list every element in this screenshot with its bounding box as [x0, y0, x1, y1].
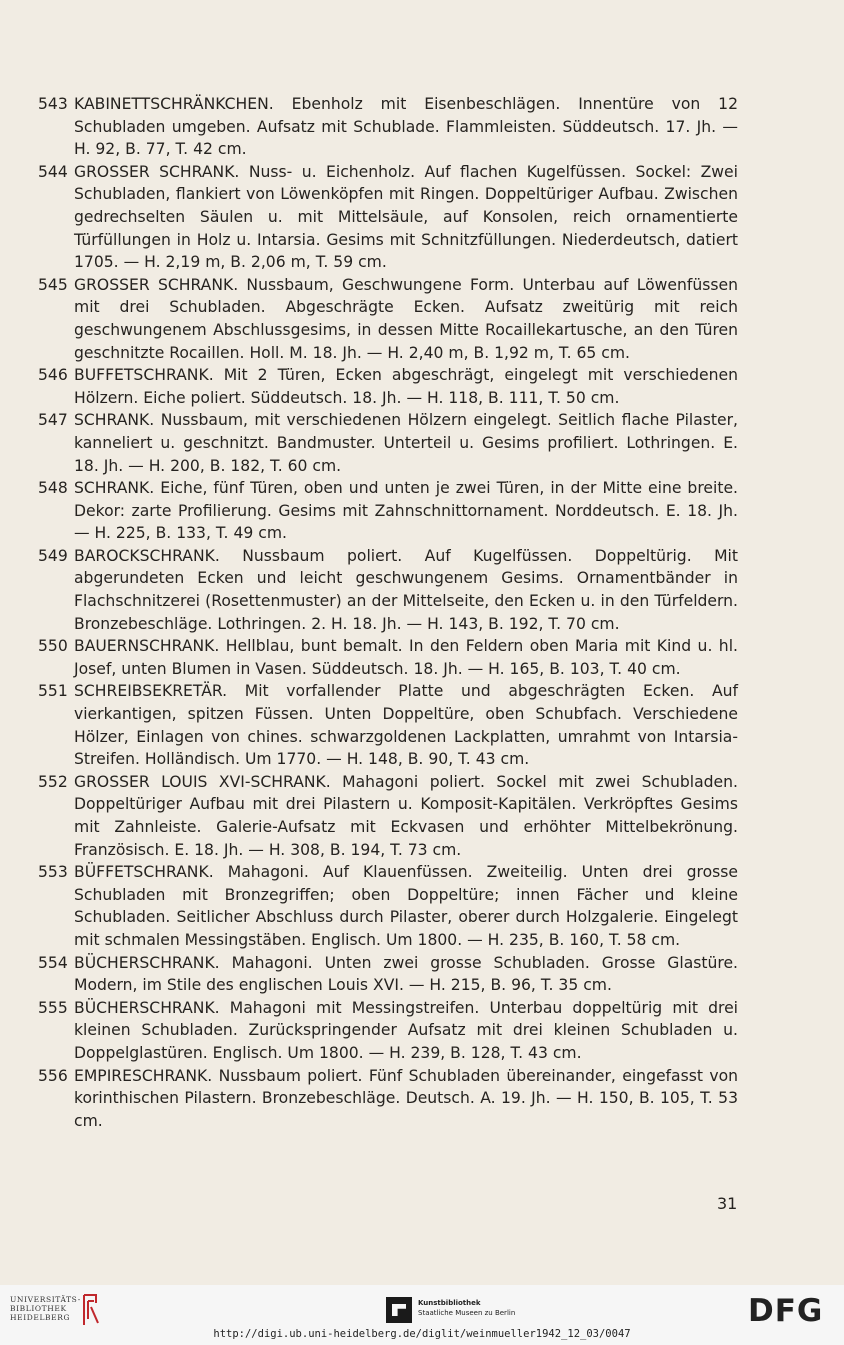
entry-text: GROSSER SCHRANK. Nussbaum, Geschwungene Form. Unterbau auf Löwenfüssen mit drei Schubladen. Abgeschrägte Ecken. Aufsatz zweitürig mit reich geschwungenem Abschlussgesims, in dessen Mitte Rocaillekartusche, an den Türen geschnitzte Rocaillen. Holl. M. 18. Jh. — H. 2,40 m, B. 1,92 m, T. 65 cm.: [74, 275, 738, 362]
catalog-entry: [38, 635, 738, 680]
entry-number: 547: [38, 411, 68, 430]
entry-text: GROSSER SCHRANK. Nuss- u. Eichenholz. Auf flachen Kugelfüssen. Sockel: Zwei Schubladen, flankiert von Löwenköpfen mit Ringen. Doppeltüriger Aufbau. Zwischen gedrechselten Säulen u. mit Mittelsäule, auf Konsolen, reich ornamentierte Türfüllungen in Holz u. Intarsia. Gesims mit Schnitzfüllungen. Niederdeutsch, datiert 1705. — H. 2,19 m, B. 2,06 m, T. 59 cm.: [74, 162, 738, 272]
entry-number: 545: [38, 275, 68, 294]
catalog-entry: [38, 1065, 738, 1133]
uni-logo-line-3: HEIDELBERG: [10, 1313, 71, 1322]
catalog-entry: [38, 93, 738, 161]
entry-number: 544: [38, 162, 68, 181]
entry-text: BÜFFETSCHRANK. Mahagoni. Auf Klauenfüssen. Zweiteilig. Unten drei grosse Schubladen mit Bronzegriffen; oben Doppeltüre; innen Fächer und kleine Schubladen. Seitlicher Abschluss durch Pilaster, oberer durch Holzgalerie. Eingelegt mit schmalen Messingstäben. Englisch. Um 1800. — H. 235, B. 160, T. 58 cm.: [74, 863, 738, 949]
catalog-entry: [38, 861, 738, 951]
entry-number: 553: [38, 863, 68, 882]
uni-logo-line-2: BIBLIOTHEK: [10, 1304, 67, 1313]
catalog-entry: [38, 364, 738, 409]
entry-number: 552: [38, 772, 68, 791]
digitization-footer: [0, 1285, 844, 1345]
catalog-entry: [38, 952, 738, 997]
kunstbibliothek-title: Kunstbibliothek: [418, 1299, 481, 1307]
catalog-entries: [38, 93, 738, 1132]
kunstbibliothek-subtitle: Staatliche Museen zu Berlin: [418, 1309, 516, 1317]
catalog-entry: [38, 997, 738, 1065]
catalog-entry: [38, 680, 738, 770]
entry-number: 555: [38, 998, 68, 1017]
entry-number: 548: [38, 479, 68, 498]
university-library-logo[interactable]: [10, 1295, 81, 1322]
catalog-entry: [38, 771, 738, 861]
uni-heidelberg-logo-icon: [80, 1293, 100, 1327]
uni-logo-line-1: UNIVERSITÄTS-: [10, 1295, 81, 1304]
entry-text: GROSSER LOUIS XVI-SCHRANK. Mahagoni poliert. Sockel mit zwei Schubladen. Doppeltüriger Aufbau mit drei Pilastern u. Komposit-Kapitälen. Verkröpftes Gesims mit Zahnleiste. Galerie-Aufsatz mit Eckvasen und erhöhter Mittelbekrönung. Französisch. E. 18. Jh. — H. 308, B. 194, T. 73 cm.: [74, 772, 738, 859]
entry-number: 554: [38, 953, 68, 972]
catalog-entry: [38, 161, 738, 274]
entry-text: BAUERNSCHRANK. Hellblau, bunt bemalt. In den Feldern oben Maria mit Kind u. hl. Josef, unten Blumen in Vasen. Süddeutsch. 18. Jh. — H. 165, B. 103, T. 40 cm.: [74, 637, 738, 678]
source-url[interactable]: http://digi.ub.uni-heidelberg.de/diglit/weinmueller1942_12_03/0047: [213, 1328, 631, 1340]
catalog-entry: [38, 409, 738, 477]
entry-text: BÜCHERSCHRANK. Mahagoni. Unten zwei grosse Schubladen. Grosse Glastüre. Modern, im Stile des englischen Louis XVI. — H. 215, B. 96, T. 35 cm.: [74, 953, 738, 995]
dfg-logo[interactable]: DFG: [748, 1293, 824, 1329]
page-number: 31: [717, 1194, 738, 1213]
entry-number: 549: [38, 546, 68, 565]
entry-text: BÜCHERSCHRANK. Mahagoni mit Messingstreifen. Unterbau doppeltürig mit drei kleinen Schubladen. Zurückspringender Aufsatz mit drei kleinen Schubladen u. Doppelglastüren. Englisch. Um 1800. — H. 239, B. 128, T. 43 cm.: [74, 998, 738, 1062]
entry-number: 546: [38, 366, 68, 385]
catalog-entry: [38, 477, 738, 545]
entry-text: SCHRANK. Eiche, fünf Türen, oben und unten je zwei Türen, in der Mitte eine breite. Dekor: zarte Profilierung. Gesims mit Zahnschnittornament. Norddeutsch. E. 18. Jh. — H. 225, B. 133, T. 49 cm.: [74, 479, 738, 543]
entry-number: 556: [38, 1066, 68, 1085]
entry-text: SCHREIBSEKRETÄR. Mit vorfallender Platte und abgeschrägten Ecken. Auf vierkantigen, spitzen Füssen. Unten Doppeltüre, oben Schubfach. Verschiedene Hölzer, Einlagen von chines. schwarzgoldenen Lackplatten, umrahmt von Intarsia-Streifen. Holländisch. Um 1770. — H. 148, B. 90, T. 43 cm.: [74, 682, 738, 769]
entry-number: 551: [38, 682, 68, 701]
catalog-entry: [38, 274, 738, 364]
entry-text: KABINETTSCHRÄNKCHEN. Ebenholz mit Eisenbeschlägen. Innentüre von 12 Schubladen umgeben. Aufsatz mit Schublade. Flammleisten. Süddeutsch. 17. Jh. — H. 92, B. 77, T. 42 cm.: [74, 95, 738, 159]
entry-number: 543: [38, 95, 68, 113]
entry-text: BUFFETSCHRANK. Mit 2 Türen, Ecken abgeschrägt, eingelegt mit verschiedenen Hölzern. Eiche poliert. Süddeutsch. 18. Jh. — H. 118, B. 111, T. 50 cm.: [74, 366, 738, 407]
entry-text: EMPIRESCHRANK. Nussbaum poliert. Fünf Schubladen übereinander, eingefasst von korinthischen Pilastern. Bronzebeschläge. Deutsch. A. 19. Jh. — H. 150, B. 105, T. 53 cm.: [74, 1066, 738, 1130]
entry-number: 550: [38, 637, 68, 656]
catalog-entry: [38, 545, 738, 635]
kunstbibliothek-label[interactable]: [418, 1298, 515, 1318]
entry-text: BAROCKSCHRANK. Nussbaum poliert. Auf Kugelfüssen. Doppeltürig. Mit abgerundeten Ecken und leicht geschwungenem Gesims. Ornamentbänder in Flachschnitzerei (Rosettenmuster) an der Mittelseite, den Ecken u. in den Türfeldern. Bronzebeschläge. Lothringen. 2. H. 18. Jh. — H. 143, B. 192, T. 70 cm.: [74, 546, 738, 633]
entry-text: SCHRANK. Nussbaum, mit verschiedenen Hölzern eingelegt. Seitlich flache Pilaster, kanneliert u. geschnitzt. Bandmuster. Unterteil u. Gesims profiliert. Lothringen. E. 18. Jh. — H. 200, B. 182, T. 60 cm.: [74, 411, 738, 475]
kunstbibliothek-logo-icon: [386, 1297, 412, 1323]
